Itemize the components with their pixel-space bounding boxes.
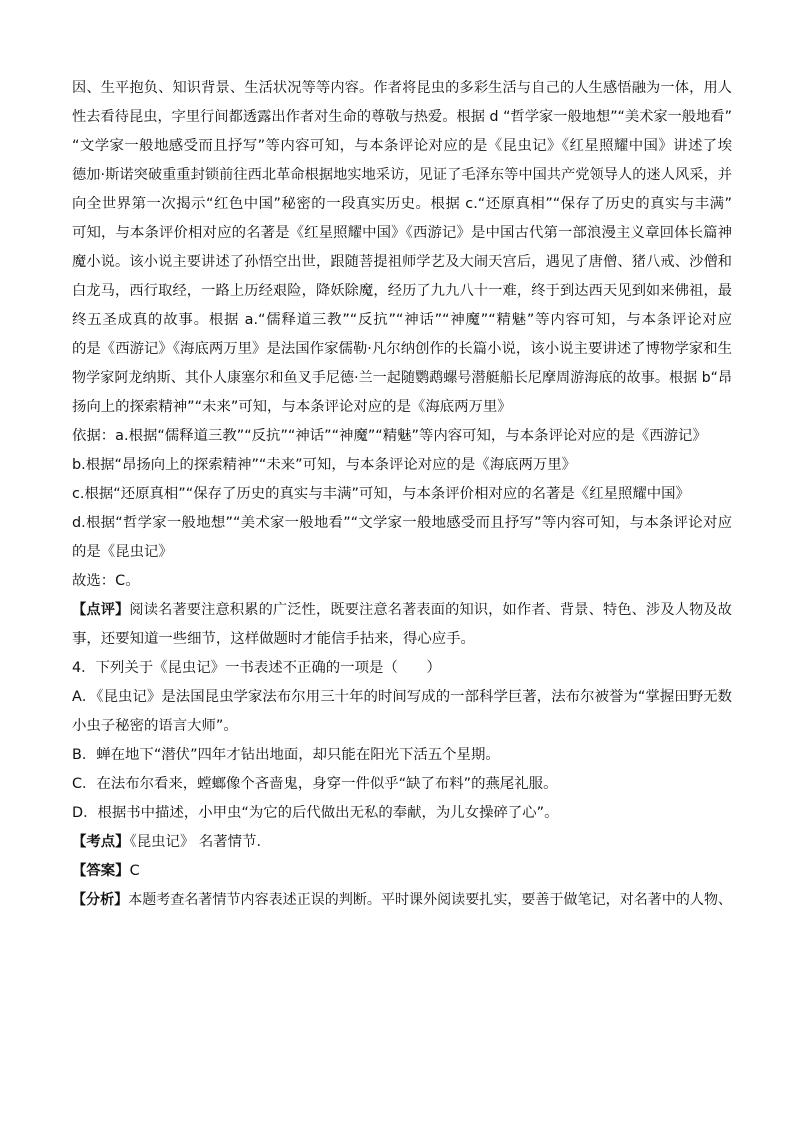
- comment-section: [72, 596, 732, 654]
- kaodian-text: 《昆虫记》 名著情节．: [129, 834, 271, 850]
- text-line: “文学家一般地感受而且抒写”等内容可知，与本条评论对应的是《昆虫记》《红星照耀中国》讲述了埃: [72, 138, 732, 154]
- text-line: 的是《昆虫记》: [72, 544, 173, 560]
- comment-text: 阅读名著要注意积累的广泛性，既要注意名著表面的知识，如作者、背景、特色、涉及人物及故: [129, 602, 732, 618]
- comment-line: 事，还要知道一些细节，这样做题时才能信手拈来，得心应手。: [72, 631, 475, 647]
- text-line: 性去看待昆虫，字里行间都透露出作者对生命的尊敬与热爱。根据 d “哲学家一般地想”“美术家一般地看”: [72, 109, 732, 125]
- kaodian-line: [72, 828, 732, 857]
- text-line: 的是《西游记》《海底两万里》是法国作家儒勒·凡尔纳创作的长篇小说，该小说主要讲述了博物学家和生: [72, 341, 732, 357]
- fenxi-line: [72, 886, 732, 915]
- answer-tag: 【答案】: [72, 863, 130, 879]
- comment-line: [72, 596, 732, 625]
- text-line: 终五圣成真的故事。根据 a.“儒释道三教”“反抗”“神话”“神魔”“精魅”等内容可知，与本条评论对应: [72, 312, 732, 328]
- option-c: C．在法布尔看来，螳螂像个吝啬鬼，身穿一件似乎“缺了布料”的燕尾礼服。: [72, 776, 558, 792]
- text-line: 物学家阿龙纳斯、其仆人康塞尔和鱼叉手尼德·兰一起随鹦鹉螺号潜艇船长尼摩周游海底的故事。根据 b“昂: [72, 370, 732, 386]
- text-line: d.根据“哲学家一般地想”“美术家一般地看”“文学家一般地感受而且抒写”等内容可知，与本条评论对应: [72, 515, 732, 531]
- answer-line: [72, 857, 732, 886]
- question-4: [72, 654, 732, 828]
- text-line: 德加·斯诺突破重重封锁前往西北革命根据地实地采访，见证了毛泽东等中国共产党领导人的迷人风采，并: [72, 167, 732, 183]
- option-d: D．根据书中描述，小甲虫“为它的后代做出无私的奉献，为儿女操碎了心”。: [72, 805, 559, 821]
- analysis-paragraph: [72, 74, 732, 422]
- option-a: A．《昆虫记》是法国昆虫学家法布尔用三十年的时间写成的一部科学巨著，法布尔被誉为“掌握田野无数: [72, 689, 732, 705]
- comment-tag: 【点评】: [72, 602, 130, 618]
- text-line: 可知，与本条评价相对应的名著是《红星照耀中国》《西游记》是中国古代第一部浪漫主义章回体长篇神: [72, 225, 732, 241]
- text-line: 向全世界第一次揭示“红色中国”秘密的一段真实历史。根据 c.“还原真相”“保存了历史的真实与丰满”: [72, 196, 732, 212]
- kaodian-tag: 【考点】: [72, 834, 130, 850]
- answer-text: C: [129, 863, 140, 879]
- option-b: B．蝉在地下“潜伏”四年才钻出地面，却只能在阳光下活五个星期。: [72, 747, 500, 763]
- fenxi-text: 本题考查名著情节内容表述正误的判断。平时课外阅读要扎实，要善于做笔记，对名著中的人物、: [128, 892, 732, 908]
- text-line: 扬向上的探索精神”“未来”可知，与本条评论对应的是《海底两万里》: [72, 399, 512, 415]
- question-stem: 4．下列关于《昆虫记》一书表述不正确的一项是（ ）: [72, 660, 441, 676]
- text-line: c.根据“还原真相”“保存了历史的真实与丰满”可知，与本条评价相对应的名著是《红星照耀中国》: [72, 486, 690, 502]
- text-line: 魔小说。该小说主要讲述了孙悟空出世，跟随菩提祖师学艺及大闹天宫后，遇见了唐僧、猪八戒、沙僧和: [72, 254, 732, 270]
- text-line: 因、生平抱负、知识背景、生活状况等等内容。作者将昆虫的多彩生活与自己的人生感悟融为一体，用人: [72, 80, 732, 96]
- text-line: 依据：a.根据“儒释道三教”“反抗”“神话”“神魔”“精魅”等内容可知，与本条评论对应的是《西游记》: [72, 428, 707, 444]
- fenxi-tag: 【分析】: [72, 892, 129, 908]
- document-body: [72, 74, 732, 915]
- answer-choice: 故选：C。: [72, 573, 140, 589]
- basis-paragraph: [72, 422, 732, 567]
- text-line: 白龙马，西行取经，一路上历经艰险，降妖除魔，经历了九九八十一难，终于到达西天见到如来佛祖，最: [72, 283, 732, 299]
- text-line: b.根据“昂扬向上的探索精神”“未来”可知，与本条评论对应的是《海底两万里》: [72, 457, 577, 473]
- option-a-continued: 小虫子秘密的语言大师”。: [72, 718, 238, 734]
